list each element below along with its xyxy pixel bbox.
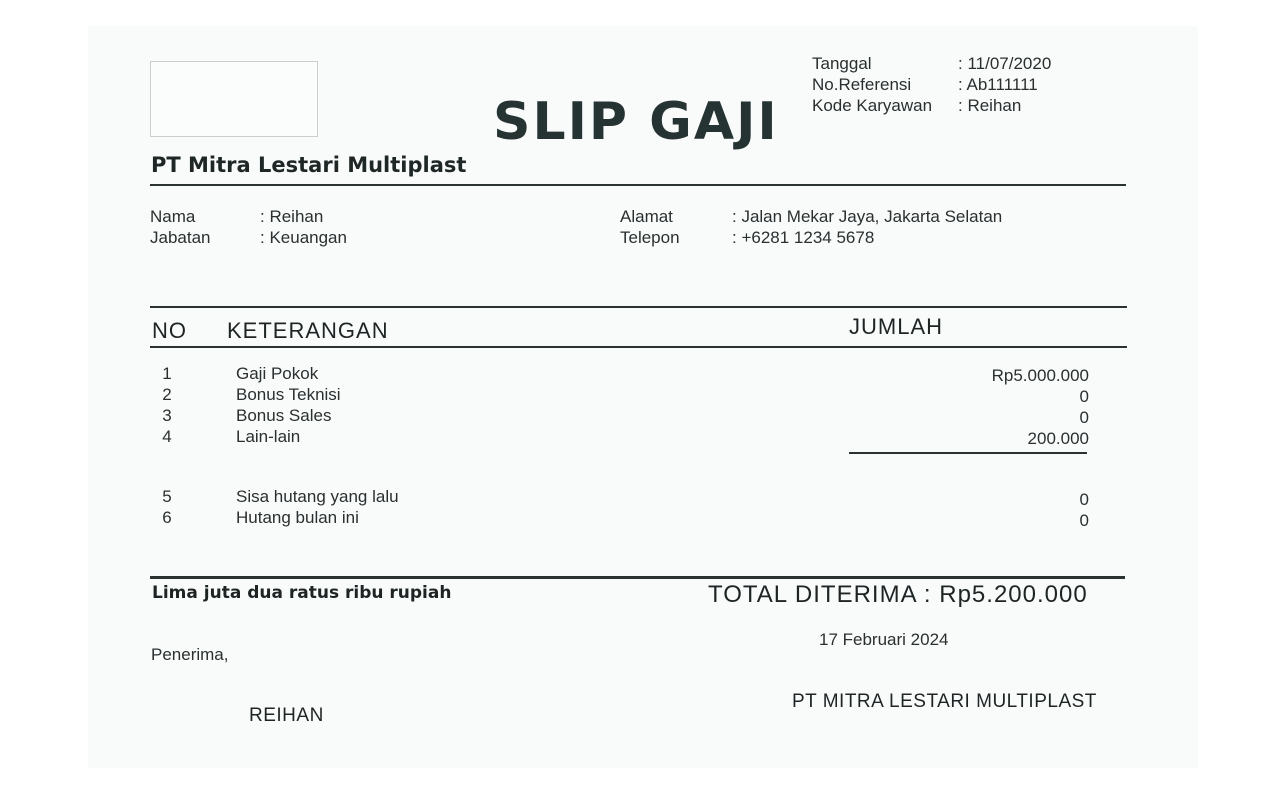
meta-reference-value: : Ab111111	[958, 75, 1038, 94]
meta-values	[958, 53, 1051, 116]
table-row-no: 3	[162, 406, 172, 425]
table-row-no: 1	[162, 364, 172, 383]
receiver-label: Penerima,	[151, 645, 229, 664]
name-label: Nama	[150, 207, 196, 226]
table-row-description: Lain-lain	[236, 427, 301, 446]
table-row-description: Bonus Teknisi	[236, 385, 341, 404]
table-row-amount: Rp5.000.000	[991, 366, 1089, 385]
income-amounts	[869, 365, 1089, 449]
address-value: : Jalan Mekar Jaya, Jakarta Selatan	[732, 207, 1003, 226]
phone-value: : +6281 1234 5678	[732, 228, 875, 247]
position-value: : Keuangan	[260, 228, 347, 247]
company-name: PT Mitra Lestari Multiplast	[151, 153, 467, 177]
meta-reference-label: No.Referensi	[812, 75, 912, 94]
income-numbers	[157, 363, 177, 447]
table-row-amount: 0	[1079, 490, 1089, 509]
address-label: Alamat	[620, 207, 673, 226]
table-row-amount: 0	[1079, 511, 1089, 530]
table-row-description: Gaji Pokok	[236, 364, 319, 383]
table-row-no: 6	[162, 508, 172, 527]
meta-date-value: : 11/07/2020	[958, 54, 1052, 73]
table-row-no: 4	[162, 427, 172, 446]
amount-in-words: Lima juta dua ratus ribu rupiah	[152, 583, 452, 603]
company-signature: PT MITRA LESTARI MULTIPLAST	[792, 691, 1097, 712]
total-divider	[150, 576, 1125, 579]
position-label: Jabatan	[150, 228, 211, 247]
table-row-amount: 200.000	[1027, 429, 1089, 448]
table-row-description: Bonus Sales	[236, 406, 332, 425]
column-header-description: KETERANGAN	[227, 318, 389, 343]
income-descriptions	[236, 363, 341, 447]
meta-labels	[812, 53, 932, 116]
meta-employee-code-label: Kode Karyawan	[812, 96, 933, 115]
debt-amounts	[869, 489, 1089, 531]
header-divider	[150, 184, 1126, 186]
column-header-amount: JUMLAH	[849, 314, 944, 339]
table-row-no: 5	[162, 487, 172, 506]
subtotal-divider	[849, 452, 1087, 454]
table-row-no: 2	[162, 385, 172, 404]
employee-left-values	[260, 206, 347, 248]
debt-numbers	[157, 486, 177, 528]
employee-right-labels	[620, 206, 680, 248]
employee-left-labels	[150, 206, 211, 248]
debt-descriptions	[236, 486, 399, 528]
meta-date-label: Tanggal	[812, 54, 872, 73]
meta-employee-code-value: : Reihan	[958, 96, 1022, 115]
table-header-divider	[150, 346, 1127, 348]
page-title: SLIP GAJI	[493, 92, 779, 152]
signing-date: 17 Februari 2024	[819, 630, 949, 649]
table-row-description: Sisa hutang yang lalu	[236, 487, 399, 506]
table-row-description: Hutang bulan ini	[236, 508, 359, 527]
table-row-amount: 0	[1079, 387, 1089, 406]
employee-right-values	[732, 206, 1002, 248]
receiver-name: REIHAN	[249, 705, 324, 726]
table-top-divider	[150, 306, 1127, 308]
name-value: : Reihan	[260, 207, 324, 226]
logo-placeholder	[150, 61, 318, 137]
table-row-amount: 0	[1079, 408, 1089, 427]
total-received: TOTAL DITERIMA : Rp5.200.000	[708, 581, 1088, 608]
column-header-no: NO	[152, 318, 187, 343]
phone-label: Telepon	[620, 228, 680, 247]
